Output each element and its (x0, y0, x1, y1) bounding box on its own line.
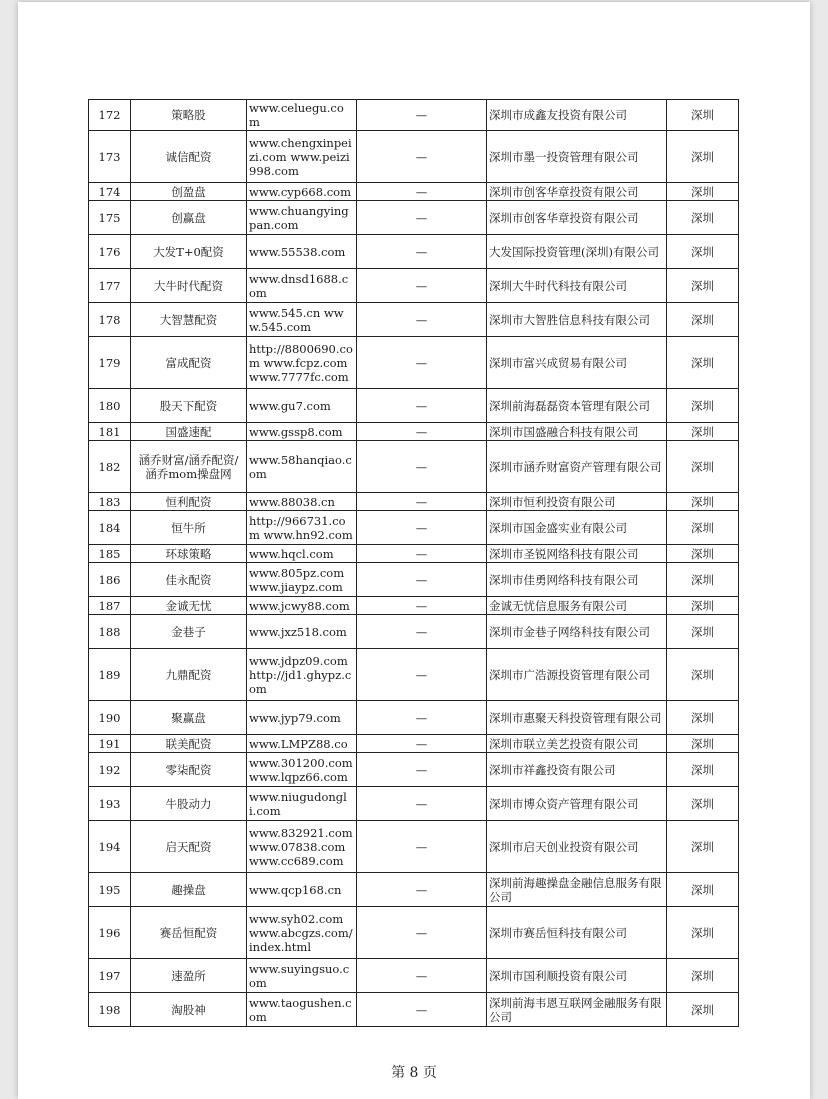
company-cell: 深圳市涵乔财富资产管理有限公司 (487, 441, 667, 493)
blank-field-cell: — (357, 701, 487, 735)
company-cell: 深圳市圣锐网络科技有限公司 (487, 545, 667, 563)
row-number-cell: 190 (89, 701, 131, 735)
city-cell: 深圳 (667, 545, 739, 563)
blank-field-cell: — (357, 597, 487, 615)
city-cell: 深圳 (667, 993, 739, 1027)
row-number-cell: 195 (89, 873, 131, 907)
company-cell: 深圳市创客华章投资有限公司 (487, 183, 667, 201)
company-cell: 深圳市金巷子网络科技有限公司 (487, 615, 667, 649)
company-cell: 深圳市大智胜信息科技有限公司 (487, 303, 667, 337)
website-cell: www.jdpz09.com http://jd1.ghypz.com (247, 649, 357, 701)
blank-field-cell: — (357, 183, 487, 201)
city-cell: 深圳 (667, 423, 739, 441)
website-cell: http://8800690.com www.fcpz.com www.7777fc.com (247, 337, 357, 389)
platform-name-cell: 恒牛所 (131, 511, 247, 545)
platform-name-cell: 启天配资 (131, 821, 247, 873)
website-cell: www.jxz518.com (247, 615, 357, 649)
city-cell: 深圳 (667, 959, 739, 993)
blank-field-cell: — (357, 337, 487, 389)
platform-name-cell: 环球策略 (131, 545, 247, 563)
table-row (89, 441, 739, 493)
website-cell: www.301200.com www.lqpz66.com (247, 753, 357, 787)
company-cell: 深圳市佳勇网络科技有限公司 (487, 563, 667, 597)
website-cell: www.chuangyingpan.com (247, 201, 357, 235)
city-cell: 深圳 (667, 701, 739, 735)
website-cell: www.cyp668.com (247, 183, 357, 201)
city-cell: 深圳 (667, 907, 739, 959)
row-number-cell: 174 (89, 183, 131, 201)
platform-name-cell: 九鼎配资 (131, 649, 247, 701)
company-cell: 金诚无忧信息服务有限公司 (487, 597, 667, 615)
platform-name-cell: 大发T+0配资 (131, 235, 247, 269)
city-cell: 深圳 (667, 597, 739, 615)
blank-field-cell: — (357, 753, 487, 787)
blank-field-cell: — (357, 907, 487, 959)
row-number-cell: 177 (89, 269, 131, 303)
company-cell: 深圳市博众资产管理有限公司 (487, 787, 667, 821)
platform-name-cell: 零柒配资 (131, 753, 247, 787)
city-cell: 深圳 (667, 787, 739, 821)
registry-table (88, 99, 739, 1027)
city-cell: 深圳 (667, 183, 739, 201)
city-cell: 深圳 (667, 649, 739, 701)
blank-field-cell: — (357, 269, 487, 303)
platform-name-cell: 创赢盘 (131, 201, 247, 235)
table-row (89, 615, 739, 649)
table-row (89, 100, 739, 131)
website-cell: www.58hanqiao.com (247, 441, 357, 493)
city-cell: 深圳 (667, 337, 739, 389)
row-number-cell: 176 (89, 235, 131, 269)
website-cell: www.taogushen.com (247, 993, 357, 1027)
city-cell: 深圳 (667, 821, 739, 873)
row-number-cell: 189 (89, 649, 131, 701)
website-cell: http://966731.com www.hn92.com (247, 511, 357, 545)
registry-table-body (89, 100, 739, 1027)
city-cell: 深圳 (667, 235, 739, 269)
blank-field-cell: — (357, 423, 487, 441)
platform-name-cell: 策略股 (131, 100, 247, 131)
row-number-cell: 196 (89, 907, 131, 959)
table-row (89, 649, 739, 701)
blank-field-cell: — (357, 563, 487, 597)
city-cell: 深圳 (667, 269, 739, 303)
platform-name-cell: 趣操盘 (131, 873, 247, 907)
city-cell: 深圳 (667, 493, 739, 511)
blank-field-cell: — (357, 201, 487, 235)
company-cell: 大发国际投资管理(深圳)有限公司 (487, 235, 667, 269)
table-row (89, 183, 739, 201)
blank-field-cell: — (357, 821, 487, 873)
row-number-cell: 186 (89, 563, 131, 597)
company-cell: 深圳市国利顺投资有限公司 (487, 959, 667, 993)
table-row (89, 201, 739, 235)
website-cell: www.dnsd1688.com (247, 269, 357, 303)
city-cell: 深圳 (667, 441, 739, 493)
website-cell: www.gu7.com (247, 389, 357, 423)
row-number-cell: 192 (89, 753, 131, 787)
row-number-cell: 188 (89, 615, 131, 649)
blank-field-cell: — (357, 389, 487, 423)
city-cell: 深圳 (667, 389, 739, 423)
row-number-cell: 183 (89, 493, 131, 511)
platform-name-cell: 创盈盘 (131, 183, 247, 201)
company-cell: 深圳市恒利投资有限公司 (487, 493, 667, 511)
platform-name-cell: 涵乔财富/涵乔配资/涵乔mom操盘网 (131, 441, 247, 493)
company-cell: 深圳市惠聚天科投资管理有限公司 (487, 701, 667, 735)
platform-name-cell: 大智慧配资 (131, 303, 247, 337)
city-cell: 深圳 (667, 201, 739, 235)
platform-name-cell: 速盈所 (131, 959, 247, 993)
table-row (89, 907, 739, 959)
company-cell: 深圳市国盛融合科技有限公司 (487, 423, 667, 441)
blank-field-cell: — (357, 615, 487, 649)
row-number-cell: 198 (89, 993, 131, 1027)
row-number-cell: 191 (89, 735, 131, 753)
city-cell: 深圳 (667, 100, 739, 131)
table-row (89, 131, 739, 183)
row-number-cell: 173 (89, 131, 131, 183)
company-cell: 深圳市成鑫友投资有限公司 (487, 100, 667, 131)
row-number-cell: 185 (89, 545, 131, 563)
page-number: 第 8 页 (391, 1065, 437, 1081)
website-cell: www.hqcl.com (247, 545, 357, 563)
website-cell: www.syh02.com www.abcgzs.com/index.html (247, 907, 357, 959)
company-cell: 深圳市墨一投资管理有限公司 (487, 131, 667, 183)
table-row (89, 389, 739, 423)
table-row (89, 821, 739, 873)
table-row (89, 511, 739, 545)
website-cell: www.celuegu.com (247, 100, 357, 131)
blank-field-cell: — (357, 787, 487, 821)
city-cell: 深圳 (667, 511, 739, 545)
platform-name-cell: 大牛时代配资 (131, 269, 247, 303)
blank-field-cell: — (357, 100, 487, 131)
table-row (89, 753, 739, 787)
company-cell: 深圳前海韦恩互联网金融服务有限公司 (487, 993, 667, 1027)
table-row (89, 597, 739, 615)
platform-name-cell: 金诚无忧 (131, 597, 247, 615)
company-cell: 深圳前海趣操盘金融信息服务有限公司 (487, 873, 667, 907)
city-cell: 深圳 (667, 303, 739, 337)
website-cell: www.niugudongli.com (247, 787, 357, 821)
row-number-cell: 179 (89, 337, 131, 389)
row-number-cell: 181 (89, 423, 131, 441)
blank-field-cell: — (357, 873, 487, 907)
blank-field-cell: — (357, 735, 487, 753)
website-cell: www.qcp168.cn (247, 873, 357, 907)
blank-field-cell: — (357, 441, 487, 493)
row-number-cell: 182 (89, 441, 131, 493)
table-row (89, 959, 739, 993)
table-row (89, 303, 739, 337)
website-cell: www.gssp8.com (247, 423, 357, 441)
company-cell: 深圳前海磊磊资本管理有限公司 (487, 389, 667, 423)
blank-field-cell: — (357, 235, 487, 269)
blank-field-cell: — (357, 993, 487, 1027)
blank-field-cell: — (357, 131, 487, 183)
row-number-cell: 175 (89, 201, 131, 235)
blank-field-cell: — (357, 493, 487, 511)
company-cell: 深圳市创客华章投资有限公司 (487, 201, 667, 235)
blank-field-cell: — (357, 959, 487, 993)
city-cell: 深圳 (667, 753, 739, 787)
website-cell: www.chengxinpeizi.com www.peizi998.com (247, 131, 357, 183)
company-cell: 深圳市联立美艺投资有限公司 (487, 735, 667, 753)
website-cell: www.545.cn www.545.com (247, 303, 357, 337)
platform-name-cell: 淘股神 (131, 993, 247, 1027)
table-row (89, 337, 739, 389)
table-row (89, 423, 739, 441)
city-cell: 深圳 (667, 131, 739, 183)
website-cell: www.88038.cn (247, 493, 357, 511)
company-cell: 深圳大牛时代科技有限公司 (487, 269, 667, 303)
blank-field-cell: — (357, 649, 487, 701)
table-row (89, 493, 739, 511)
row-number-cell: 178 (89, 303, 131, 337)
platform-name-cell: 股天下配资 (131, 389, 247, 423)
row-number-cell: 172 (89, 100, 131, 131)
row-number-cell: 197 (89, 959, 131, 993)
table-row (89, 563, 739, 597)
blank-field-cell: — (357, 511, 487, 545)
row-number-cell: 184 (89, 511, 131, 545)
table-row (89, 701, 739, 735)
company-cell: 深圳市广浩源投资管理有限公司 (487, 649, 667, 701)
company-cell: 深圳市国金盛实业有限公司 (487, 511, 667, 545)
company-cell: 深圳市赛岳恒科技有限公司 (487, 907, 667, 959)
city-cell: 深圳 (667, 615, 739, 649)
table-row (89, 873, 739, 907)
blank-field-cell: — (357, 303, 487, 337)
city-cell: 深圳 (667, 873, 739, 907)
table-row (89, 993, 739, 1027)
website-cell: www.55538.com (247, 235, 357, 269)
platform-name-cell: 联美配资 (131, 735, 247, 753)
website-cell: www.LMPZ88.co (247, 735, 357, 753)
website-cell: www.832921.com www.07838.com www.cc689.com (247, 821, 357, 873)
document-page (18, 2, 810, 1099)
row-number-cell: 194 (89, 821, 131, 873)
row-number-cell: 187 (89, 597, 131, 615)
row-number-cell: 193 (89, 787, 131, 821)
table-row (89, 787, 739, 821)
company-cell: 深圳市启天创业投资有限公司 (487, 821, 667, 873)
platform-name-cell: 富成配资 (131, 337, 247, 389)
blank-field-cell: — (357, 545, 487, 563)
website-cell: www.jcwy88.com (247, 597, 357, 615)
platform-name-cell: 诚信配资 (131, 131, 247, 183)
platform-name-cell: 恒利配资 (131, 493, 247, 511)
city-cell: 深圳 (667, 563, 739, 597)
website-cell: www.jyp79.com (247, 701, 357, 735)
platform-name-cell: 牛股动力 (131, 787, 247, 821)
website-cell: www.805pz.com www.jiaypz.com (247, 563, 357, 597)
platform-name-cell: 佳永配资 (131, 563, 247, 597)
table-row (89, 735, 739, 753)
website-cell: www.suyingsuo.com (247, 959, 357, 993)
row-number-cell: 180 (89, 389, 131, 423)
company-cell: 深圳市祥鑫投资有限公司 (487, 753, 667, 787)
company-cell: 深圳市富兴成贸易有限公司 (487, 337, 667, 389)
table-row (89, 235, 739, 269)
platform-name-cell: 国盛速配 (131, 423, 247, 441)
table-row (89, 269, 739, 303)
platform-name-cell: 赛岳恒配资 (131, 907, 247, 959)
platform-name-cell: 聚赢盘 (131, 701, 247, 735)
platform-name-cell: 金巷子 (131, 615, 247, 649)
city-cell: 深圳 (667, 735, 739, 753)
table-row (89, 545, 739, 563)
